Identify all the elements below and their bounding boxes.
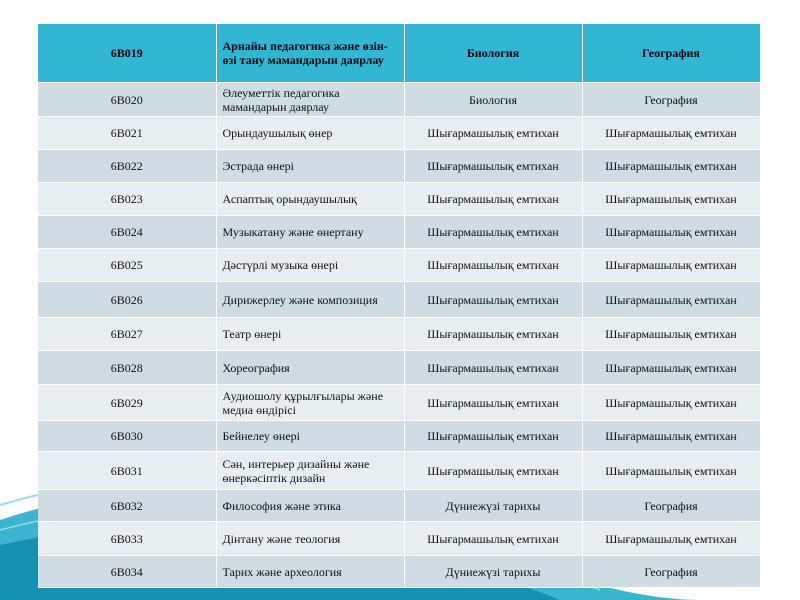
- header-name: Арнайы педагогика және өзін-өзі тану мамандарын даярлау: [216, 24, 404, 83]
- row-code: 6В032: [38, 490, 216, 522]
- row-code: 6В027: [38, 318, 216, 351]
- row-subject1: Дүниежүзі тарихы: [404, 490, 582, 522]
- table-row: [38, 318, 760, 351]
- row-subject2: География: [582, 83, 760, 117]
- row-code: 6В026: [38, 282, 216, 318]
- row-subject1: Шығармашылық емтихан: [404, 318, 582, 351]
- row-subject1: Биология: [404, 83, 582, 117]
- row-name: Орындаушылық өнер: [216, 117, 404, 150]
- row-subject2: Шығармашылық емтихан: [582, 351, 760, 385]
- row-name: Дирижерлеу және композиция: [216, 282, 404, 318]
- row-subject1: Шығармашылық емтихан: [404, 282, 582, 318]
- row-subject2: Шығармашылық емтихан: [582, 183, 760, 216]
- row-subject2: Шығармашылық емтихан: [582, 249, 760, 282]
- row-code: 6В021: [38, 117, 216, 150]
- row-subject1: Дүниежүзі тарихы: [404, 556, 582, 588]
- table-row: [38, 150, 760, 183]
- row-subject2: Шығармашылық емтихан: [582, 216, 760, 249]
- table-header-row: [38, 24, 760, 83]
- row-subject2: География: [582, 490, 760, 522]
- row-subject2: Шығармашылық емтихан: [582, 150, 760, 183]
- table-row: [38, 117, 760, 150]
- header-subject2: География: [582, 24, 760, 83]
- row-name: Эстрада өнері: [216, 150, 404, 183]
- row-name: Философия және этика: [216, 490, 404, 522]
- row-code: 6В028: [38, 351, 216, 385]
- table-row: [38, 522, 760, 556]
- table-row: [38, 216, 760, 249]
- row-subject2: Шығармашылық емтихан: [582, 318, 760, 351]
- row-code: 6В025: [38, 249, 216, 282]
- row-subject2: Шығармашылық емтихан: [582, 522, 760, 556]
- row-name: Дінтану және теология: [216, 522, 404, 556]
- row-name: Музыкатану және өнертану: [216, 216, 404, 249]
- row-subject1: Шығармашылық емтихан: [404, 421, 582, 452]
- table-row: [38, 556, 760, 588]
- row-code: 6В024: [38, 216, 216, 249]
- row-name: Әлеуметтік педагогика мамандарын даярлау: [216, 83, 404, 117]
- row-subject1: Шығармашылық емтихан: [404, 150, 582, 183]
- row-name: Хореография: [216, 351, 404, 385]
- row-code: 6В029: [38, 385, 216, 421]
- row-name: Театр өнері: [216, 318, 404, 351]
- row-code: 6В030: [38, 421, 216, 452]
- row-code: 6В034: [38, 556, 216, 588]
- header-code: 6В019: [38, 24, 216, 83]
- table-row: [38, 351, 760, 385]
- header-subject1: Биология: [404, 24, 582, 83]
- row-subject2: Шығармашылық емтихан: [582, 117, 760, 150]
- row-subject2: География: [582, 556, 760, 588]
- row-subject1: Шығармашылық емтихан: [404, 183, 582, 216]
- table-row: [38, 385, 760, 421]
- row-code: 6В020: [38, 83, 216, 117]
- row-subject1: Шығармашылық емтихан: [404, 249, 582, 282]
- table-row: [38, 249, 760, 282]
- row-code: 6В033: [38, 522, 216, 556]
- table-row: [38, 490, 760, 522]
- row-subject2: Шығармашылық емтихан: [582, 421, 760, 452]
- row-subject1: Шығармашылық емтихан: [404, 385, 582, 421]
- row-name: Дәстүрлі музыка өнері: [216, 249, 404, 282]
- row-name: Сән, интерьер дизайны және өнеркәсіптік дизайн: [216, 452, 404, 490]
- row-name: Тарих және археология: [216, 556, 404, 588]
- row-name: Аудиошолу құрылғылары және медиа өндірісі: [216, 385, 404, 421]
- table-row: [38, 421, 760, 452]
- row-subject1: Шығармашылық емтихан: [404, 522, 582, 556]
- row-subject1: Шығармашылық емтихан: [404, 351, 582, 385]
- row-subject1: Шығармашылық емтихан: [404, 452, 582, 490]
- row-subject1: Шығармашылық емтихан: [404, 117, 582, 150]
- row-name: Аспаптық орындаушылық: [216, 183, 404, 216]
- row-subject2: Шығармашылық емтихан: [582, 282, 760, 318]
- table-row: [38, 83, 760, 117]
- row-code: 6В031: [38, 452, 216, 490]
- table-row: [38, 183, 760, 216]
- row-subject1: Шығармашылық емтихан: [404, 216, 582, 249]
- table-row: [38, 452, 760, 490]
- row-subject2: Шығармашылық емтихан: [582, 385, 760, 421]
- row-name: Бейнелеу өнері: [216, 421, 404, 452]
- specialties-table: [38, 24, 761, 588]
- row-code: 6В022: [38, 150, 216, 183]
- row-subject2: Шығармашылық емтихан: [582, 452, 760, 490]
- row-code: 6В023: [38, 183, 216, 216]
- table-row: [38, 282, 760, 318]
